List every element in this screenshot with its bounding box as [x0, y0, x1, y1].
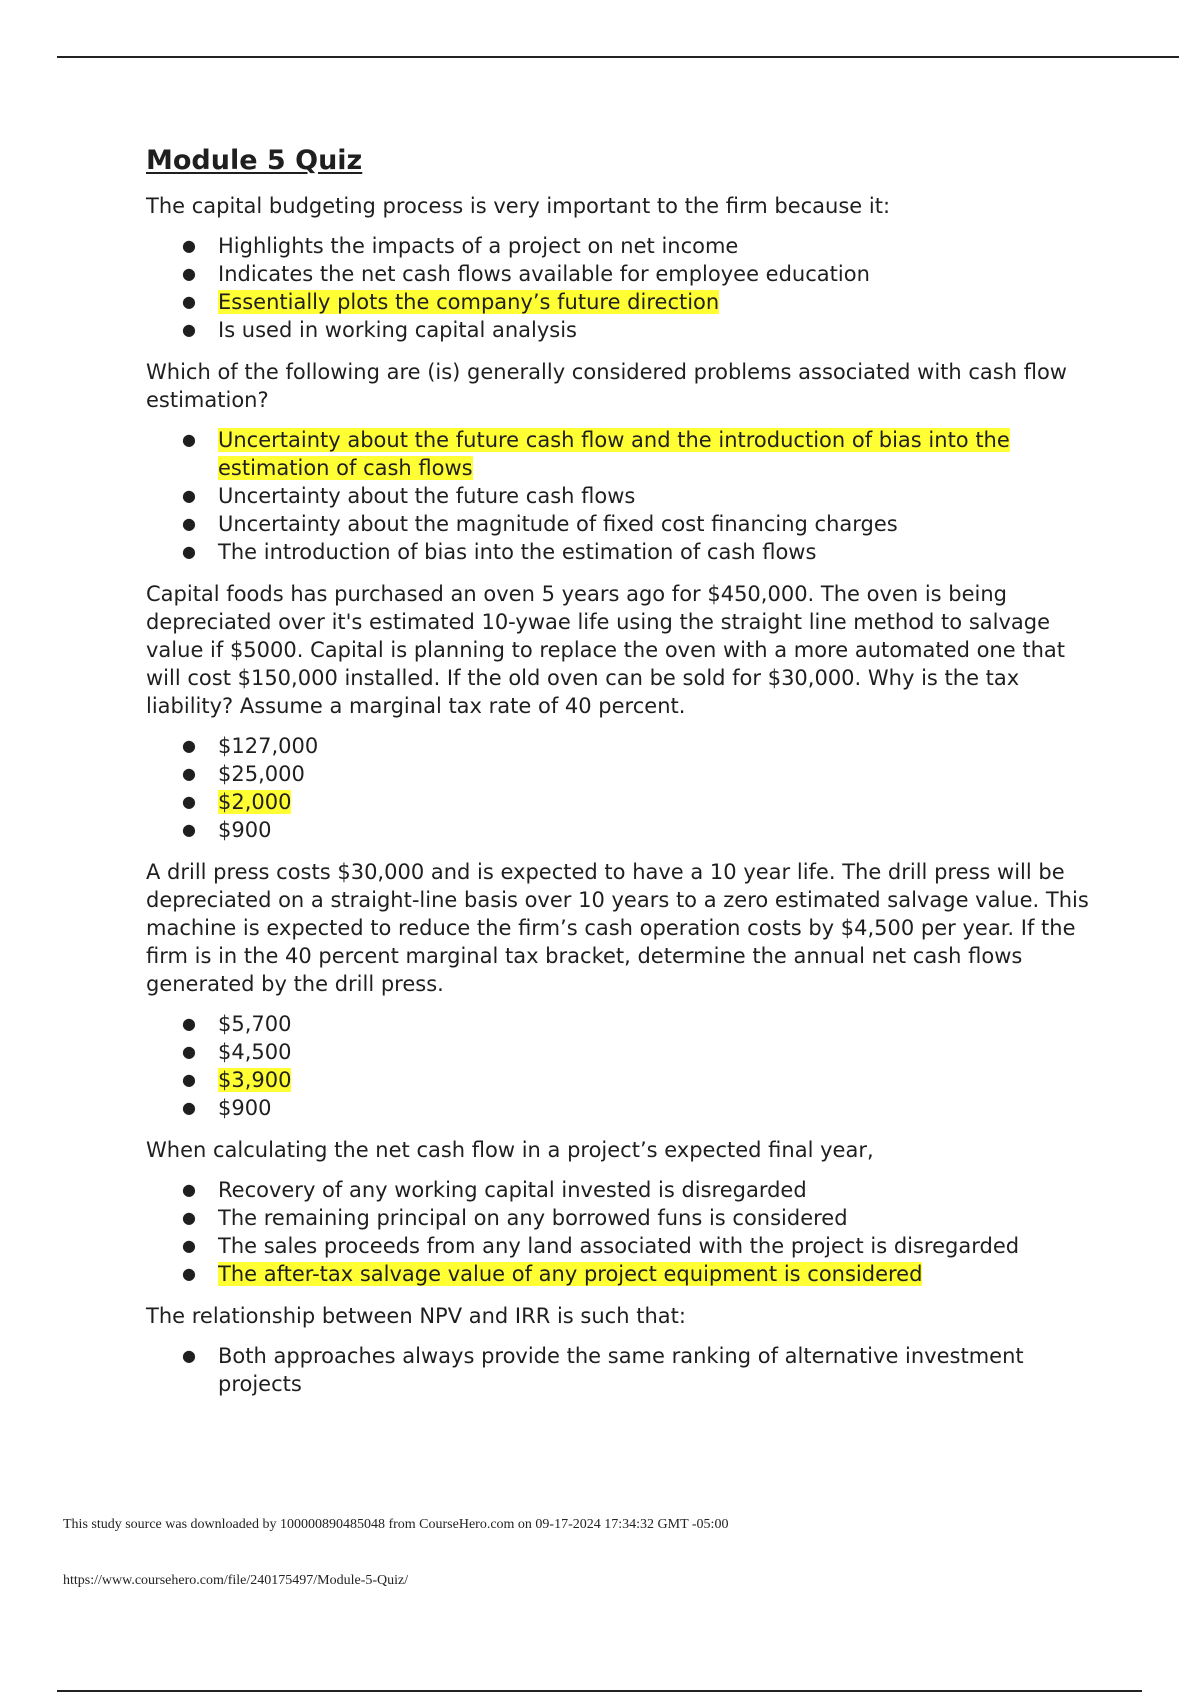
bullet-icon: ●	[182, 486, 196, 505]
question-text: When calculating the net cash flow in a project’s expected final year,	[146, 1138, 874, 1162]
answer-option	[146, 1232, 1096, 1260]
bullet-icon: ●	[182, 736, 196, 755]
answer-options	[146, 1342, 1096, 1398]
bullet-icon: ●	[182, 764, 196, 783]
answer-option	[146, 1176, 1096, 1204]
bullet-icon: ●	[182, 542, 196, 561]
question-text: Which of the following are (is) generally considered problems associated with cash flow estimation?	[146, 360, 1067, 412]
answer-option	[146, 732, 1096, 760]
bullet-icon: ●	[182, 1014, 196, 1033]
document-body	[146, 142, 1096, 1412]
top-rule	[57, 56, 1179, 58]
answer-option-highlighted	[146, 1260, 1096, 1288]
answer-option-highlighted	[146, 1066, 1096, 1094]
question-text: Capital foods has purchased an oven 5 years ago for $450,000. The oven is being depreciated over it's estimated 10-ywae life using the straight line method to salvage value if $5000. Capital is planning to replace the oven with a more automated one that will cost $150,000 installed. If the old oven can be sold for $30,000. Why is the tax liability? Assume a marginal tax rate of 40 percent.	[146, 582, 1065, 718]
answer-option-text: $2,000	[218, 790, 292, 814]
answer-option-text: The sales proceeds from any land associated with the project is disregarded	[218, 1234, 1020, 1258]
question-text: A drill press costs $30,000 and is expected to have a 10 year life. The drill press will be depreciated on a straight-line basis over 10 years to a zero estimated salvage value. This machine is expected to reduce the firm’s cash operation costs by $4,500 per year. If the firm is in the 40 percent marginal tax bracket, determine the annual net cash flows generated by the drill press.	[146, 860, 1089, 996]
answer-option	[146, 816, 1096, 844]
answer-option-highlighted	[146, 288, 1096, 316]
bullet-icon: ●	[182, 236, 196, 255]
bullet-icon: ●	[182, 1098, 196, 1117]
answer-option	[146, 232, 1096, 260]
answer-option-text: $3,900	[218, 1068, 292, 1092]
bottom-rule	[57, 1690, 1142, 1692]
question-list	[146, 192, 1096, 1398]
bullet-icon: ●	[182, 792, 196, 811]
question-text: The capital budgeting process is very important to the firm because it:	[146, 194, 891, 218]
answer-option-text: $900	[218, 818, 272, 842]
bullet-icon: ●	[182, 1236, 196, 1255]
answer-option-text: The introduction of bias into the estimation of cash flows	[218, 540, 817, 564]
answer-option-text: Both approaches always provide the same ranking of alternative investment projects	[218, 1344, 1024, 1396]
answer-option-text: Highlights the impacts of a project on net income	[218, 234, 739, 258]
answer-option-text: Indicates the net cash flows available for employee education	[218, 262, 870, 286]
answer-option-text: $4,500	[218, 1040, 292, 1064]
question-text: The relationship between NPV and IRR is such that:	[146, 1304, 686, 1328]
bullet-icon: ●	[182, 1346, 196, 1365]
answer-option-highlighted	[146, 788, 1096, 816]
answer-options	[146, 232, 1096, 344]
answer-option-text: Uncertainty about the magnitude of fixed cost financing charges	[218, 512, 898, 536]
source-url: https://www.coursehero.com/file/240175497/Module-5-Quiz/	[63, 1573, 409, 1588]
bullet-icon: ●	[182, 292, 196, 311]
answer-option	[146, 760, 1096, 788]
answer-option-text: Uncertainty about the future cash flow and the introduction of bias into the estimation of cash flows	[218, 428, 1010, 480]
answer-options	[146, 1176, 1096, 1288]
bullet-icon: ●	[182, 430, 196, 449]
answer-option	[146, 260, 1096, 288]
answer-options	[146, 1010, 1096, 1122]
answer-option	[146, 316, 1096, 344]
answer-option	[146, 1010, 1096, 1038]
answer-option-text: The after-tax salvage value of any project equipment is considered	[218, 1262, 923, 1286]
bullet-icon: ●	[182, 820, 196, 839]
answer-option-text: Essentially plots the company’s future direction	[218, 290, 720, 314]
bullet-icon: ●	[182, 1042, 196, 1061]
answer-option-text: Uncertainty about the future cash flows	[218, 484, 636, 508]
answer-option	[146, 1204, 1096, 1232]
answer-option-text: $5,700	[218, 1012, 292, 1036]
page-title: Module 5 Quiz	[146, 145, 363, 176]
download-source-note: This study source was downloaded by 100000890485048 from CourseHero.com on 09-17-2024 17:34:32 GMT -05:00	[63, 1517, 729, 1532]
answer-option-text: Is used in working capital analysis	[218, 318, 577, 342]
bullet-icon: ●	[182, 1264, 196, 1283]
answer-option	[146, 1094, 1096, 1122]
answer-option	[146, 1342, 1096, 1398]
bullet-icon: ●	[182, 264, 196, 283]
answer-option-text: $900	[218, 1096, 272, 1120]
answer-option-text: $25,000	[218, 762, 305, 786]
answer-option	[146, 510, 1096, 538]
bullet-icon: ●	[182, 514, 196, 533]
answer-options	[146, 732, 1096, 844]
bullet-icon: ●	[182, 1208, 196, 1227]
answer-option	[146, 538, 1096, 566]
bullet-icon: ●	[182, 1070, 196, 1089]
answer-option-text: Recovery of any working capital invested is disregarded	[218, 1178, 807, 1202]
bullet-icon: ●	[182, 320, 196, 339]
answer-option	[146, 482, 1096, 510]
answer-options	[146, 426, 1096, 566]
bullet-icon: ●	[182, 1180, 196, 1199]
answer-option	[146, 1038, 1096, 1066]
answer-option-highlighted	[146, 426, 1096, 482]
answer-option-text: $127,000	[218, 734, 319, 758]
answer-option-text: The remaining principal on any borrowed funs is considered	[218, 1206, 848, 1230]
